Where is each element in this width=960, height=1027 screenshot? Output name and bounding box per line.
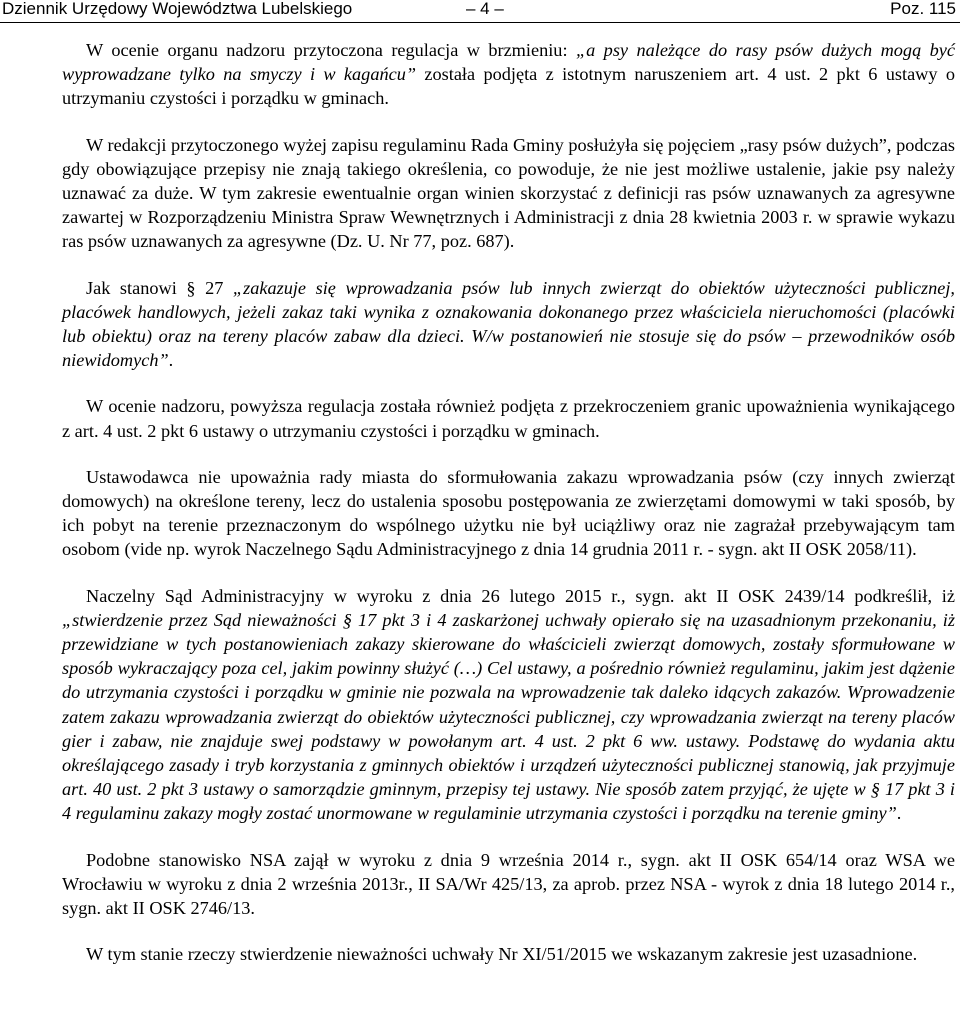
paragraph-7 — [62, 848, 955, 921]
paragraph-8-text: W tym stanie rzeczy stwierdzenie nieważności uchwały Nr XI/51/2015 we wskazanym zakresie jest uzasadnione. — [86, 944, 918, 965]
paragraph-3-quote: „zakazuje się wprowadzania psów lub innych zwierząt do obiektów użyteczności publicznej, placówek handlowych, jeżeli zakaz taki wynika z oznakowania dokonanego przez właściciela nieruchomości (placówki lub obiektu) oraz na tereny placów zabaw dla dzieci. W/w postanowień nie stosuje się do psów – przewodników osób niewidomych” — [62, 277, 955, 371]
paragraph-3 — [62, 276, 955, 373]
paragraph-2 — [62, 133, 955, 254]
paragraph-1 — [62, 38, 955, 111]
document-body — [62, 38, 955, 985]
paragraph-4-text: W ocenie nadzoru, powyższa regulacja została również podjęta z przekroczeniem granic upoważnienia wynikającego z art. 4 ust. 2 pkt 6 ustawy o utrzymaniu czystości i porządku w gminach. — [62, 396, 955, 441]
page-header — [0, 0, 960, 23]
paragraph-8 — [62, 942, 955, 966]
journal-title: Dziennik Urzędowy Województwa Lubelskiego — [2, 0, 353, 18]
paragraph-5-text: Ustawodawca nie upoważnia rady miasta do sformułowania zakazu wprowadzania psów (czy innych zwierząt domowych) na określone tereny, lecz do ustalenia sposobu postępowania ze zwierzętami domowymi w taki sposób, by ich pobyt na terenie przeznaczonym do wspólnego użytku nie był uciążliwy oraz nie zagrażał przebywającym tam osobom (vide np. wyrok Naczelnego Sądu Administracyjnego z dnia 14 grudnia 2011 r. - sygn. akt II OSK 2058/11). — [62, 466, 955, 560]
paragraph-4 — [62, 394, 955, 442]
paragraph-6-text-a: Naczelny Sąd Administracyjny w wyroku z dnia 26 lutego 2015 r., sygn. akt II OSK 2439/14 podkreślił, iż — [86, 585, 955, 606]
paragraph-6-quote: „stwierdzenie przez Sąd nieważności § 17 pkt 3 i 4 zaskarżonej uchwały opierało się na uzasadnionym przekonaniu, iż przewidziane w tych postanowieniach zakazy skierowane do właścicieli zwierząt domowych, zostały sformułowane w sposób wykraczający poza cel, jakim powinny służyć (…) Cel ustawy, a pośrednio również regulaminu, jakim jest dążenie do utrzymania czystości i porządku w gminie nie pozwala na wprowadzenie tak daleko idących zakazów. Wprowadzenie zatem zakazu wprowadzania zwierząt do obiektów użyteczności publicznej, czy wprowadzania zwierząt na tereny placów gier i zabaw, nie znajduje swej podstawy w powołanym art. 4 ust. 2 pkt 6 ww. ustawy. Podstawę do wydania aktu określającego zasady i tryb korzystania z gminnych obiektów i urządzeń użyteczności publicznej stanowią, jak przyjmuje art. 40 ust. 2 pkt 3 ustawy o samorządzie gminnym, przepisy tej ustawy. Nie sposób zatem przyjąć, że ujęte w § 17 pkt 3 i 4 regulaminu zakazy mogły zostać unormowane w regulaminie utrzymania czystości i porządku na terenie gminy” — [62, 609, 955, 824]
page-number: – 4 – — [466, 0, 504, 18]
paragraph-1-quote: „a psy należące do rasy psów dużych mogą być wyprowadzane tylko na smyczy i w kagańcu” — [62, 40, 955, 85]
position-number: Poz. 115 — [890, 0, 956, 18]
paragraph-7-text: Podobne stanowisko NSA zajął w wyroku z dnia 9 września 2014 r., sygn. akt II OSK 654/14 oraz WSA we Wrocławiu w wyroku z dnia 2 września 2013r., II SA/Wr 425/13, za aprob. przez NSA - wyrok z dnia 18 lutego 2014 r., sygn. akt II OSK 2746/13. — [62, 849, 955, 919]
paragraph-3-text-a: Jak stanowi § 27 — [86, 277, 233, 298]
paragraph-6 — [62, 584, 955, 826]
paragraph-2-text: W redakcji przytoczonego wyżej zapisu regulaminu Rada Gminy posłużyła się pojęciem „rasy psów dużych”, podczas gdy obowiązujące przepisy nie znają takiego określenia, co powoduje, że nie jest możliwe ustalenie, jakie psy należy uznawać za duże. W tym zakresie ewentualnie organ winien skorzystać z definicji ras psów uznawanych za agresywne zawartej w Rozporządzeniu Ministra Spraw Wewnętrznych i Administracji z dnia 28 kwietnia 2003 r. w sprawie wykazu ras psów uznawanych za agresywne (Dz. U. Nr 77, poz. 687). — [62, 134, 955, 252]
paragraph-5 — [62, 465, 955, 562]
paragraph-6-text-c: . — [896, 803, 902, 824]
paragraph-3-text-c: . — [168, 350, 174, 371]
paragraph-1-text-a: W ocenie organu nadzoru przytoczona regulacja w brzmieniu: — [86, 40, 576, 60]
paragraph-1-text-c: została podjęta z istotnym naruszeniem art. 4 ust. 2 pkt 6 ustawy o utrzymaniu czystości i porządku w gminach. — [62, 64, 956, 109]
